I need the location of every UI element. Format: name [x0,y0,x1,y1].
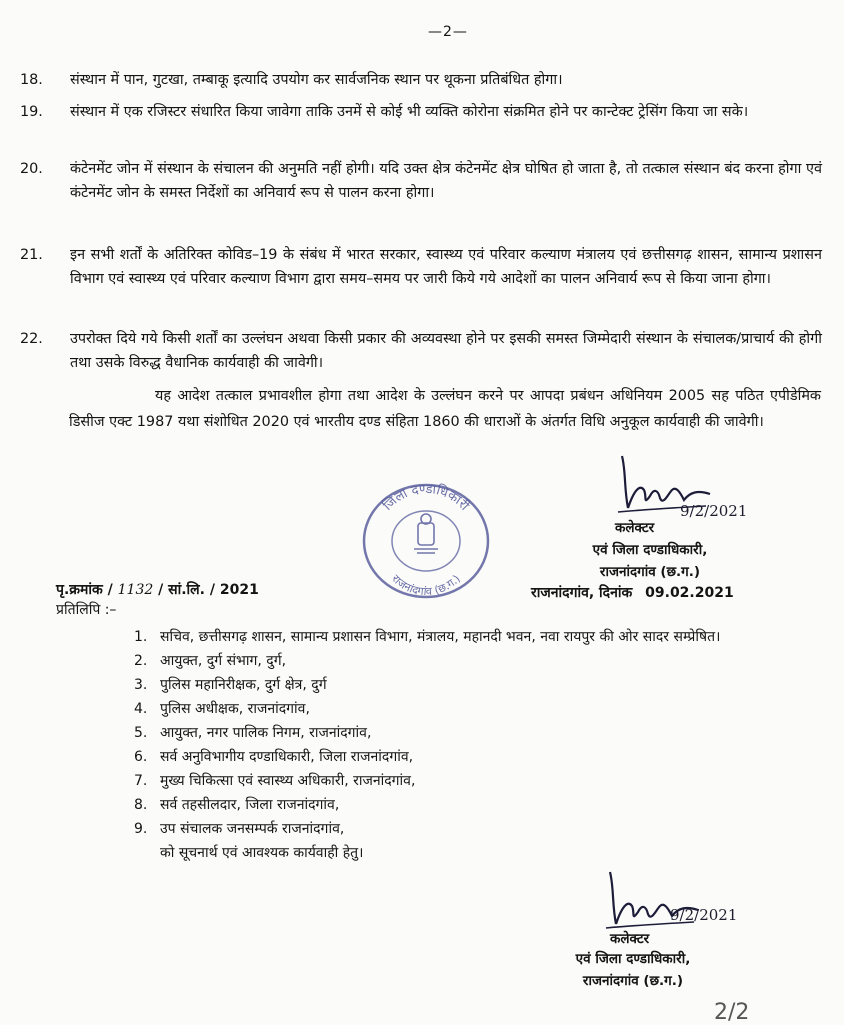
condition-number: 21. [20,247,43,263]
copy-number: 8. [134,797,148,813]
closing-paragraph: यह आदेश तत्काल प्रभावशील होगा तथा आदेश के उल्लंघन करने पर आपदा प्रबंधन अधिनियम 2005 सह पठित एपीडेमिक डिसीज एक्ट 1987 यथा संशोधित 2020 एवं भारतीय दण्ड संहिता 1860 की धाराओं के अंतर्गत विधि अनुकूल कार्यवाही की जावेगी। [69,388,821,430]
signature-title: कलेक्टर [615,520,655,536]
place-date [531,583,734,602]
condition-text: इन सभी शर्तों के अतिरिक्त कोविड–19 के संबंध में भारत सरकार, स्वास्थ्य एवं परिवार कल्याण मंत्रालय एवं छत्तीसगढ़ शासन, सामान्य प्रशासन विभाग एवं स्वास्थ्य एवं परिवार कल्याण विभाग द्वारा समय–समय पर जारी किये गये आदेशों का पालन अनिवार्य रूप से किया जाना होगा। [70,247,822,287]
copy-text: आयुक्त, दुर्ग संभाग, दुर्ग, [160,653,287,669]
copy-item [134,817,814,841]
condition-item [20,243,822,291]
signature-2-label [610,928,649,950]
copy-item [134,721,814,745]
condition-number: 18. [20,72,43,88]
svg-text:जिला दण्डाधिकारी [380,482,473,515]
copy-item [134,697,814,721]
signature-1-designation [565,539,735,583]
official-seal [356,479,496,603]
condition-text: कंटेनमेंट जोन में संस्थान के संचालन की अनुमति नहीं होगी। यदि उक्त क्षेत्र कंटेनमेंट क्षेत्र घोषित हो जाता है, तो तत्काल संस्थान बंद करना होगा एवं कंटेनमेंट जोन के समस्त निर्देशों का अनिवार्य रूप से पालन करना होगा। [70,161,822,201]
condition-item [20,157,822,205]
designation-line: एवं जिला दण्डाधिकारी, [575,951,691,967]
copy-number: 2. [134,653,148,669]
signature-1-label [615,517,654,539]
copy-number: 7. [134,773,148,789]
condition-item [20,68,822,92]
condition-text: संस्थान में एक रजिस्टर संधारित किया जावेगा ताकि उनमें से कोई भी व्यक्ति कोरोना संक्रमित होने पर कान्टेक्ट ट्रेसिंग किया जा सके। [70,104,749,120]
signature-title: कलेक्टर [610,931,650,947]
copy-text: सर्व तहसीलदार, जिला राजनांदगांव, [160,797,340,813]
reference-handwritten-number: 1132 [117,582,154,598]
condition-item [20,327,822,375]
copy-number: 1. [134,629,148,645]
condition-number: 20. [20,161,43,177]
issue-date: 09.02.2021 [645,585,734,601]
condition-number: 22. [20,331,43,347]
condition-item [20,100,822,124]
copy-text: मुख्य चिकित्सा एवं स्वास्थ्य अधिकारी, राजनांदगांव, [160,773,416,789]
copy-text: सर्व अनुविभागीय दण्डाधिकारी, जिला राजनांदगांव, [160,749,414,765]
page-number: —2— [428,24,468,40]
signature-date: 9/2/2021 [680,502,748,520]
copy-heading: प्रतिलिपि :– [56,602,117,618]
reference-prefix: पृ.क्रमांक / [56,582,113,598]
seal-top-text: जिला दण्डाधिकारी [380,481,472,514]
reference-number [56,580,259,599]
designation-line: एवं जिला दण्डाधिकारी, [592,542,708,558]
copy-number: 6. [134,749,148,765]
copy-number: 4. [134,701,148,717]
copy-text: उप संचालक जनसम्पर्क राजनांदगांव, [160,821,345,837]
emblem-icon [414,514,438,553]
condition-number: 19. [20,104,43,120]
svg-text:राजनांदगांव (छ.ग.) [389,572,463,598]
signature-2-designation [548,948,718,992]
signature-date: 9/2/2021 [670,906,738,924]
copy-footer: को सूचनार्थ एवं आवश्यक कार्यवाही हेतु। [160,845,364,861]
copy-number: 5. [134,725,148,741]
copy-item [134,673,814,697]
copy-number: 9. [134,821,148,837]
condition-text: उपरोक्त दिये गये किसी शर्तों का उल्लंघन अथवा किसी प्रकार की अव्यवस्था होने पर इसकी समस्त जिम्मेदारी संस्थान के संचालक/प्राचार्य की होगी तथा उसके विरुद्ध वैधानिक कार्यवाही की जावेगी। [70,331,822,371]
copy-text: आयुक्त, नगर पालिक निगम, राजनांदगांव, [160,725,372,741]
condition-text: संस्थान में पान, गुटखा, तम्बाकू इत्यादि उपयोग कर सार्वजनिक स्थान पर थूकना प्रतिबंधित होगा। [70,72,563,88]
copy-text: पुलिस महानिरीक्षक, दुर्ग क्षेत्र, दुर्ग [160,677,327,693]
district-line: राजनांदगांव (छ.ग.) [582,973,684,989]
district-line: राजनांदगांव (छ.ग.) [599,564,701,580]
copy-item [134,649,814,673]
seal-graphic [356,479,496,603]
copy-item [134,625,814,649]
seal-bottom-text: राजनांदगांव (छ.ग.) [389,572,463,599]
copy-text: सचिव, छत्तीसगढ़ शासन, सामान्य प्रशासन विभाग, मंत्रालय, महानदी भवन, नवा रायपुर की ओर सादर सम्प्रेषित। [160,629,721,645]
copy-list [134,625,814,865]
copy-item [134,769,814,793]
page-indicator: 2/2 [714,1000,750,1025]
copy-item [134,793,814,817]
copy-number: 3. [134,677,148,693]
place-date-label: राजनांदगांव, दिनांक [531,585,633,601]
copy-item [134,745,814,769]
reference-suffix: / सां.लि. / 2021 [158,582,259,598]
copy-text: पुलिस अधीक्षक, राजनांदगांव, [160,701,310,717]
